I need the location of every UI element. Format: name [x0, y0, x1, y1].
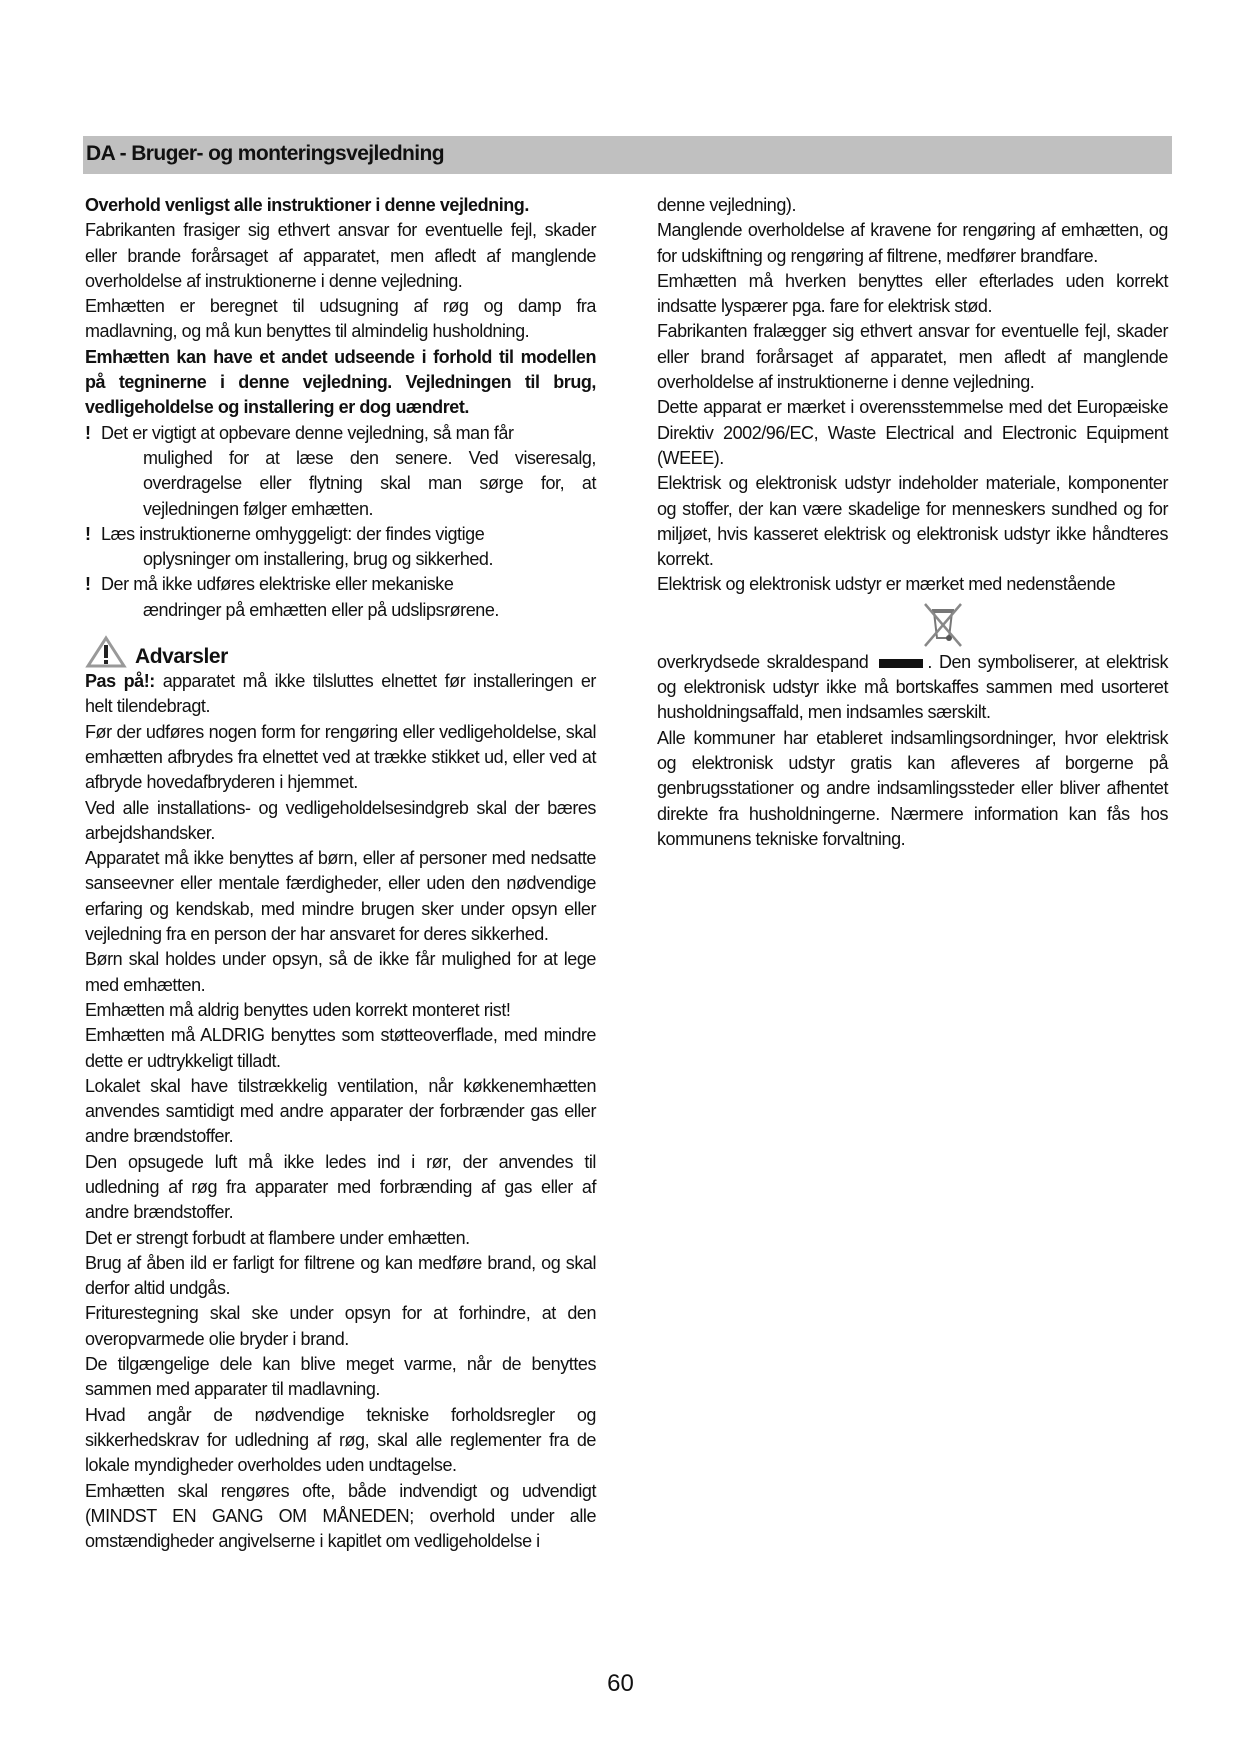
bullet-text	[101, 572, 596, 623]
paragraph: Emhætten skal rengøres ofte, både indvendigt og udvendigt (MINDST EN GANG OM MÅNEDEN; overhold under alle omstændigheder angivelserne i kapitlet om vedligeholdelse i	[85, 1480, 596, 1552]
paragraph: Hvad angår de nødvendige tekniske forholdsregler og sikkerhedskrav for udledning af røg, skal alle reglementer fra de lokale myndigheder overholdes uden undtagelse.	[85, 1404, 596, 1476]
paragraph: Elektrisk og elektronisk udstyr er mærket med nedenstående	[657, 574, 1116, 595]
bullet-continuation: ændringer på emhætten eller på udslipsrørene.	[143, 599, 499, 620]
paragraph: Den opsugede luft må ikke ledes ind i rør, der anvendes til udledning af røg fra apparater med forbrænding af gas eller af andre brændstoffer.	[85, 1151, 596, 1223]
bullet-text	[101, 522, 596, 573]
paragraph: Fabrikanten frasiger sig ethvert ansvar for eventuelle fejl, skader eller brande forårsaget af apparatet, men afledt af manglende overholdelse af instruktionerne i denne vejledning.	[85, 220, 596, 291]
paragraph: Lokalet skal have tilstrækkelig ventilation, når køkkenemhætten anvendes samtidigt med andre apparater der forbrænder gas eller andre brændstoffer.	[85, 1075, 596, 1147]
bullet-item	[85, 421, 596, 522]
warnings-heading	[85, 635, 596, 669]
paragraph: Emhætten må ALDRIG benyttes som støtteoverflade, med mindre dette er udtrykkeligt tilladt.	[85, 1025, 596, 1071]
paragraph: De tilgængelige dele kan blive meget varme, når de benyttes sammen med apparater til madlavning.	[85, 1354, 596, 1400]
paragraph: Fabrikanten fralægger sig ethvert ansvar for eventuelle fejl, skader eller brand forårsaget af apparatet, men afledt af manglende overholdelse af instruktionerne i denne vejledning.	[657, 321, 1168, 393]
page-number: 60	[607, 1670, 634, 1697]
weee-paragraph	[657, 650, 1168, 726]
weee-bar-icon	[879, 659, 923, 668]
paragraph: Børn skal holdes under opsyn, så de ikke får mulighed for at lege med emhætten.	[85, 949, 596, 995]
section-header	[83, 136, 1172, 174]
paragraph-bold: Emhætten kan have et andet udseende i forhold til modellen på tegninerne i denne vejledning. Vejledningen til brug, vedligeholdelse og installering er dog uændret.	[85, 346, 596, 418]
paragraph: Manglende overholdelse af kravene for rengøring af emhætten, og for udskiftning og rengøring af filtrene, medfører brandfare.	[657, 220, 1168, 266]
bullet-item	[85, 522, 596, 573]
weee-text-before: overkrydsede skraldespand	[657, 651, 869, 672]
section-title: DA - Bruger- og monteringsvejledning	[86, 142, 444, 165]
bullet-continuation: oplysninger om installering, brug og sikkerhed.	[143, 549, 494, 570]
right-column	[657, 193, 1168, 852]
warning-triangle-icon	[85, 635, 127, 669]
paragraph: Ved alle installations- og vedligeholdelsesindgreb skal der bæres arbejdshandsker.	[85, 797, 596, 843]
bullet-continuation: mulighed for at læse den senere. Ved viseresalg, overdragelse eller flytning skal man sørge for, at vejledningen følger emhætten.	[143, 447, 596, 519]
paragraph: Dette apparat er mærket i overensstemmelse med det Europæiske Direktiv 2002/96/EC, Waste Electrical and Electronic Equipment (WEEE).	[657, 397, 1168, 468]
paragraph: Elektrisk og elektronisk udstyr indeholder materiale, komponenter og stoffer, der kan være skadelige for menneskers sundhed og for miljøet, hvis kasseret elektrisk og elektronisk udstyr ikke håndteres korrekt.	[657, 473, 1168, 570]
paragraph: Alle kommuner har etableret indsamlingsordninger, hvor elektrisk og elektronisk udstyr gratis kan afleveres af borgerne på genbrugsstationer og andre indsamlingssteder eller bliver afhentet direkte fra husholdningerne. Nærmere information kan fås hos kommunens tekniske forvaltning.	[657, 727, 1168, 849]
warnings-title: Advarsler	[135, 644, 228, 668]
paragraph: denne vejledning).	[657, 195, 797, 215]
paragraph: Friturestegning skal ske under opsyn for at forhindre, at den overopvarmede olie bryder i brand.	[85, 1303, 596, 1349]
intro: Overhold venligst alle instruktioner i denne vejledning.	[85, 195, 529, 215]
bullet-first-line: Det er vigtigt at opbevare denne vejledning, så man får	[101, 422, 514, 443]
pas-paa-paragraph	[85, 669, 596, 720]
bullet-mark: !	[85, 422, 91, 443]
paragraph: Emhætten må hverken benyttes eller efterlades uden korrekt indsatte lyspærer pga. fare for elektrisk stød.	[657, 270, 1168, 317]
warnings-list	[85, 720, 596, 1555]
paragraph: Brug af åben ild er farligt for filtrene og kan medføre brand, og skal derfor altid undgås.	[85, 1252, 596, 1299]
bullet-first-line: Der må ikke udføres elektriske eller mekaniske	[101, 574, 454, 595]
weee-text-after: . Den symboliserer, at elektrisk og elektronisk udstyr ikke må bortskaffes sammen med usorteret husholdningsaffald, men indsamles særskilt.	[657, 651, 1168, 723]
paragraph: Før der udføres nogen form for rengøring eller vedligeholdelse, skal emhætten afbrydes fra elnettet ved at trække stikket ud, eller ved at afbryde hovedafbryderen i hjemmet.	[85, 721, 596, 793]
crossed-out-bin-icon	[920, 600, 966, 648]
bullet-first-line: Læs instruktionerne omhyggeligt: der findes vigtige	[101, 523, 485, 544]
paragraph: Det er strengt forbudt at flambere under emhætten.	[85, 1227, 470, 1248]
left-column	[85, 193, 596, 1554]
bullet-mark: !	[85, 574, 91, 595]
paragraph: Apparatet må ikke benyttes af børn, eller af personer med nedsatte sanseevner eller mentale færdigheder, eller uden den nødvendige erfaring og kendskab, med mindre brugen sker under opsyn eller vejledning fra en person der har ansvaret for deres sikkerhed.	[85, 848, 596, 945]
pas-paa-label: Pas på!:	[85, 671, 155, 692]
right-paragraphs	[657, 193, 1168, 598]
bullet-text	[101, 421, 596, 522]
bullet-mark: !	[85, 523, 91, 544]
bullet-item	[85, 572, 596, 623]
paragraph: Emhætten må aldrig benyttes uden korrekt monteret rist!	[85, 999, 511, 1020]
pas-paa-text: apparatet må ikke tilsluttes elnettet før installeringen er helt tilendebragt.	[85, 671, 596, 717]
weee-symbol	[657, 600, 1168, 648]
paragraph: Emhætten er beregnet til udsugning af røg og damp fra madlavning, og må kun benyttes til almindelig husholdning.	[85, 296, 596, 342]
